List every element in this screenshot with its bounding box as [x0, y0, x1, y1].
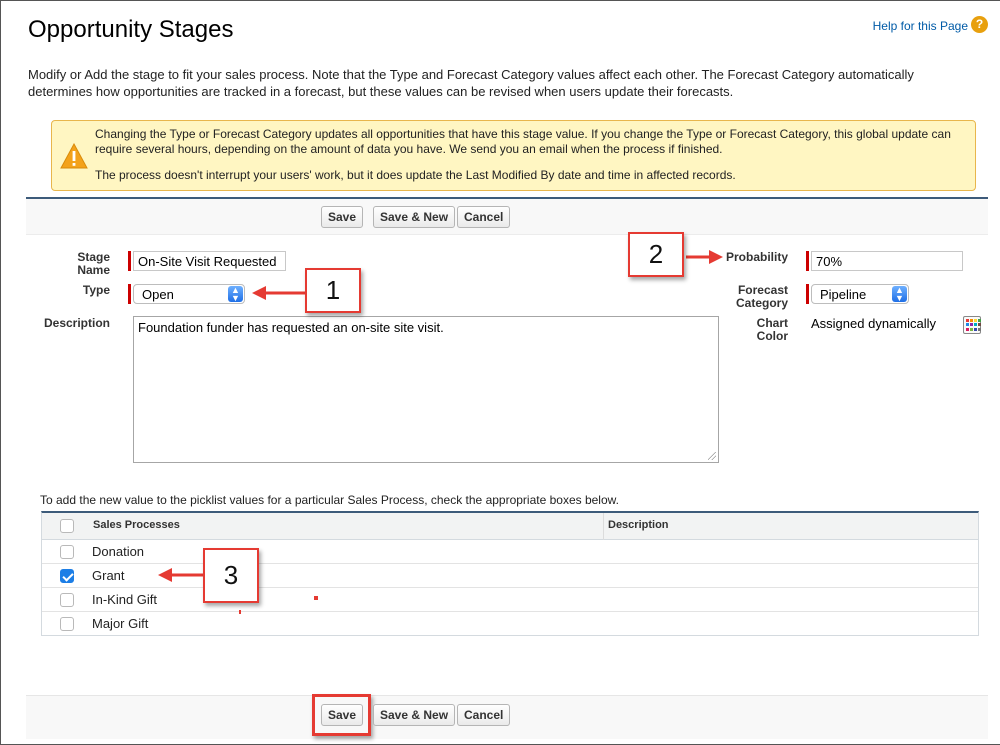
save-button-bottom[interactable]: Save [321, 704, 363, 726]
column-header-sales-processes: Sales Processes [93, 519, 180, 531]
cancel-button-bottom[interactable]: Cancel [457, 704, 510, 726]
page-title: Opportunity Stages [28, 16, 234, 43]
help-icon[interactable]: ? [971, 16, 988, 33]
row-label: In-Kind Gift [92, 592, 158, 607]
page-intro: Modify or Add the stage to fit your sales process. Note that the Type and Forecast Category values affect each other. The Forecast Category automatically determines how opportunities are tracked in a forecast, but these values can be revised when users update their forecasts. [28, 67, 914, 99]
chart-color-label: Chart Color [756, 316, 788, 343]
row-label: Major Gift [92, 616, 149, 631]
picklist-intro: To add the new value to the picklist values for a particular Sales Process, check the appropriate boxes below. [40, 493, 619, 507]
row-label: Grant [92, 568, 125, 583]
probability-input[interactable]: 70% [811, 251, 963, 271]
save-new-button-bottom[interactable]: Save & New [373, 704, 455, 726]
arrow-head-3 [158, 568, 172, 582]
arrow-head-2 [709, 250, 723, 264]
probability-label: Probability [725, 250, 788, 264]
stage-name-label: Stage Name [77, 250, 110, 277]
forecast-category-value: Pipeline [820, 287, 867, 302]
chart-color-value: Assigned dynamically [811, 316, 937, 331]
stage-name-input[interactable]: On-Site Visit Requested [133, 251, 286, 271]
help-link[interactable]: Help for this Page [872, 19, 968, 33]
type-label: Type [82, 283, 110, 297]
save-button-top[interactable]: Save [321, 206, 363, 228]
callout-3: 3 [203, 548, 259, 603]
description-label: Description [43, 316, 110, 330]
select-arrows-icon: ▲ ▼ [892, 286, 907, 302]
forecast-category-label: Forecast Category [735, 283, 788, 310]
description-text: Foundation funder has requested an on-site site visit. [138, 320, 444, 335]
save-new-button-top[interactable]: Save & New [373, 206, 455, 228]
arrow-head-1 [252, 286, 266, 300]
type-select-value: Open [142, 287, 174, 302]
column-header-description: Description [608, 519, 669, 531]
cancel-button-top[interactable]: Cancel [457, 206, 510, 228]
warning-text-2: The process doesn't interrupt your users' work, but it does update the Last Modified By date and time in affected records. [95, 168, 736, 182]
row-label: Donation [92, 544, 145, 559]
warning-text-1: Changing the Type or Forecast Category updates all opportunities that have this stage value. If you change the Type or Forecast Category, this global update can require several hours, depending on the amount of data you have. We send you an email when the process if finished. [95, 127, 951, 156]
callout-2: 2 [628, 232, 684, 277]
select-arrows-icon: ▲ ▼ [228, 286, 243, 302]
callout-1: 1 [305, 268, 361, 313]
